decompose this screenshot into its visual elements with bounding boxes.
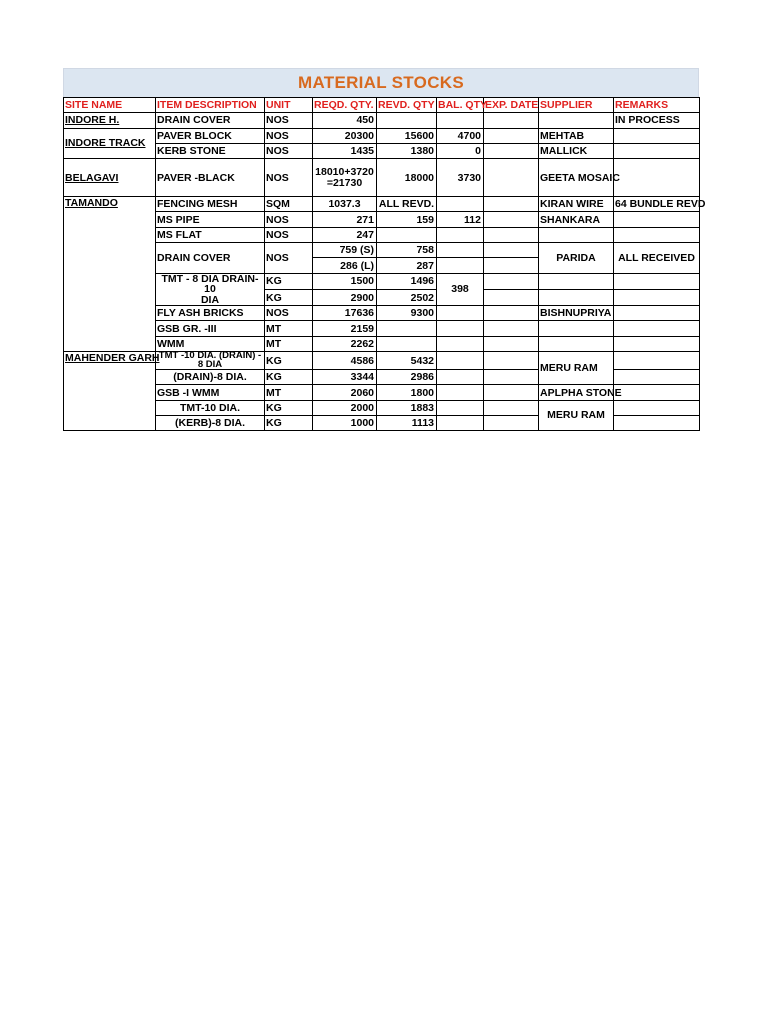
unit-cell: MT xyxy=(265,321,313,336)
unit-cell: NOS xyxy=(265,306,313,321)
table-row xyxy=(64,306,700,321)
site-name: TAMANDO xyxy=(64,197,156,352)
reqd-cell: 17636 xyxy=(313,306,377,321)
revd-cell: 758 xyxy=(377,243,437,258)
item-cell: GSB GR. -III xyxy=(156,321,265,336)
exp-cell xyxy=(484,400,539,415)
remarks-cell xyxy=(614,273,700,289)
unit-cell: NOS xyxy=(265,143,313,158)
bal-cell xyxy=(437,415,484,430)
sheet-title: MATERIAL STOCKS xyxy=(63,68,699,97)
unit-cell: MT xyxy=(265,336,313,351)
exp-cell xyxy=(484,336,539,351)
header-revd: REVD. QTY xyxy=(378,99,435,112)
supplier-cell xyxy=(539,289,614,305)
item-line: DIA xyxy=(200,293,220,306)
revd-cell xyxy=(377,321,437,336)
unit-cell: KG xyxy=(265,289,313,305)
revd-cell: 2502 xyxy=(377,289,437,305)
table-row xyxy=(64,113,700,128)
exp-cell xyxy=(484,227,539,242)
unit-cell: SQM xyxy=(265,197,313,212)
table-row xyxy=(64,128,700,143)
item-cell: MS PIPE xyxy=(156,212,265,227)
reqd-cell: 2000 xyxy=(313,400,377,415)
table-row xyxy=(64,227,700,242)
exp-cell xyxy=(484,385,539,400)
remarks-cell xyxy=(614,321,700,336)
reqd-cell: 4586 xyxy=(313,352,377,370)
supplier-cell: PARIDA xyxy=(539,243,614,274)
site-name: INDORE H. xyxy=(64,113,156,128)
item-cell: PAVER -BLACK xyxy=(156,159,265,197)
supplier-cell: MEHTAB xyxy=(539,128,614,143)
table-row xyxy=(64,385,700,400)
revd-cell: ALL REVD. xyxy=(377,197,437,212)
item-cell: PAVER BLOCK xyxy=(156,128,265,143)
item-cell: WMM xyxy=(156,336,265,351)
supplier-cell: GEETA MOSAIC xyxy=(539,159,614,197)
supplier-cell: MERU RAM xyxy=(539,352,614,385)
table-row xyxy=(64,197,700,212)
revd-cell: 287 xyxy=(377,258,437,273)
revd-cell: 1113 xyxy=(377,415,437,430)
header-site: SITE NAME xyxy=(64,98,156,113)
item-cell: (DRAIN)-8 DIA. xyxy=(156,370,265,385)
bal-cell xyxy=(437,400,484,415)
bal-cell xyxy=(437,370,484,385)
revd-cell: 18000 xyxy=(377,159,437,197)
exp-cell xyxy=(484,258,539,273)
item-line: TMT -10 DIA. (DRAIN) - xyxy=(158,350,262,362)
supplier-cell: APLPHA STONE xyxy=(540,386,622,399)
site-name: BELAGAVI xyxy=(64,159,156,197)
table-row xyxy=(64,143,700,158)
supplier-cell: MERU RAM xyxy=(539,400,614,431)
stock-table xyxy=(63,97,706,431)
supplier-cell: SHANKARA xyxy=(539,212,614,227)
reqd-cell: 2060 xyxy=(313,385,377,400)
header-bal: BAL. QTY xyxy=(438,99,487,112)
revd-cell: 159 xyxy=(377,212,437,227)
exp-cell xyxy=(484,415,539,430)
bal-cell: 112 xyxy=(437,212,484,227)
exp-cell xyxy=(484,352,539,370)
table-row xyxy=(64,159,700,197)
item-cell: KERB STONE xyxy=(156,143,265,158)
exp-cell xyxy=(484,197,539,212)
remarks-cell xyxy=(614,306,700,321)
unit-cell: KG xyxy=(265,273,313,289)
unit-cell: NOS xyxy=(265,113,313,128)
reqd-cell: 759 (S) xyxy=(313,243,377,258)
table-row xyxy=(64,273,700,289)
reqd-cell: 286 (L) xyxy=(313,258,377,273)
supplier-cell xyxy=(539,273,614,289)
reqd-cell: 271 xyxy=(313,212,377,227)
revd-cell: 2986 xyxy=(377,370,437,385)
header-row xyxy=(64,98,700,113)
item-cell: DRAIN COVER xyxy=(156,243,265,274)
bal-cell xyxy=(437,243,484,258)
bal-cell xyxy=(437,336,484,351)
table-row xyxy=(64,212,700,227)
unit-cell: MT xyxy=(265,385,313,400)
reqd-cell: 2900 xyxy=(313,289,377,305)
unit-cell: NOS xyxy=(265,128,313,143)
revd-cell: 5432 xyxy=(377,352,437,370)
item-cell: FLY ASH BRICKS xyxy=(156,306,265,321)
exp-cell xyxy=(484,273,539,289)
remarks-cell: IN PROCESS xyxy=(614,113,700,128)
item-cell xyxy=(156,273,265,306)
revd-cell xyxy=(377,336,437,351)
remarks-cell xyxy=(614,336,700,351)
item-cell: DRAIN COVER xyxy=(156,113,265,128)
table-row xyxy=(64,243,700,258)
bal-cell xyxy=(437,113,484,128)
bal-cell xyxy=(437,352,484,370)
supplier-cell: MALLICK xyxy=(539,143,614,158)
table-row xyxy=(64,321,700,336)
exp-cell xyxy=(484,243,539,258)
unit-cell: KG xyxy=(265,415,313,430)
item-cell: TMT-10 DIA. xyxy=(156,400,265,415)
revd-cell: 9300 xyxy=(377,306,437,321)
reqd-cell: 2262 xyxy=(313,336,377,351)
remarks-cell xyxy=(614,352,700,370)
reqd-cell: 3344 xyxy=(313,370,377,385)
exp-cell xyxy=(484,370,539,385)
reqd-cell: 2159 xyxy=(313,321,377,336)
supplier-cell xyxy=(539,321,614,336)
supplier-cell xyxy=(539,227,614,242)
bal-cell: 4700 xyxy=(437,128,484,143)
revd-cell: 1883 xyxy=(377,400,437,415)
header-reqd: REQD. QTY. xyxy=(313,98,377,113)
unit-cell: KG xyxy=(265,352,313,370)
remarks-cell: ALL RECEIVED xyxy=(614,243,700,274)
exp-cell xyxy=(484,212,539,227)
header-supplier: SUPPLIER xyxy=(539,98,614,113)
item-line: TMT - 8 DIA DRAIN- 10 xyxy=(161,272,259,296)
bal-cell: 398 xyxy=(437,273,484,306)
remarks-cell xyxy=(614,212,700,227)
reqd-cell: 20300 xyxy=(313,128,377,143)
bal-cell xyxy=(437,321,484,336)
remarks-cell xyxy=(614,143,700,158)
reqd-cell: 450 xyxy=(313,113,377,128)
header-item: ITEM DESCRIPTION xyxy=(156,98,265,113)
revd-cell: 15600 xyxy=(377,128,437,143)
bal-cell: 0 xyxy=(437,143,484,158)
reqd-cell: 247 xyxy=(313,227,377,242)
item-cell xyxy=(156,352,265,370)
reqd-cell: 1435 xyxy=(313,143,377,158)
remarks-cell xyxy=(614,128,700,143)
material-stocks-sheet xyxy=(63,68,706,431)
bal-cell xyxy=(437,258,484,273)
header-exp: EXP. DATE xyxy=(485,99,539,112)
unit-cell: NOS xyxy=(265,227,313,242)
bal-cell xyxy=(437,197,484,212)
bal-cell xyxy=(437,227,484,242)
remarks-cell xyxy=(614,370,700,385)
remarks-cell xyxy=(614,227,700,242)
exp-cell xyxy=(484,321,539,336)
reqd-cell xyxy=(313,159,377,197)
exp-cell xyxy=(484,289,539,305)
item-line: 8 DIA xyxy=(197,358,223,370)
bal-cell xyxy=(437,306,484,321)
reqd-cell: 1500 xyxy=(313,273,377,289)
remarks-cell xyxy=(614,415,700,430)
remarks-cell xyxy=(614,385,700,400)
site-name: INDORE TRACK xyxy=(64,128,156,159)
revd-cell: 1800 xyxy=(377,385,437,400)
supplier-cell xyxy=(539,113,614,128)
supplier-cell: BISHNUPRIYA xyxy=(539,306,614,321)
reqd-cell: 1000 xyxy=(313,415,377,430)
bal-cell xyxy=(437,385,484,400)
unit-cell: KG xyxy=(265,400,313,415)
unit-cell: KG xyxy=(265,370,313,385)
item-cell: MS FLAT xyxy=(156,227,265,242)
remarks-cell xyxy=(614,159,700,197)
revd-cell xyxy=(377,113,437,128)
exp-cell xyxy=(484,113,539,128)
site-name: MAHENDER GARH xyxy=(64,352,156,431)
revd-cell xyxy=(377,227,437,242)
unit-cell: NOS xyxy=(265,243,313,274)
revd-cell: 1496 xyxy=(377,273,437,289)
header-unit: UNIT xyxy=(265,98,313,113)
header-remarks: REMARKS xyxy=(614,98,700,113)
unit-cell: NOS xyxy=(265,212,313,227)
bal-cell: 3730 xyxy=(437,159,484,197)
exp-cell xyxy=(484,143,539,158)
remarks-cell: 64 BUNDLE REVD xyxy=(615,198,706,211)
table-row xyxy=(64,352,700,370)
exp-cell xyxy=(484,128,539,143)
supplier-cell: KIRAN WIRE xyxy=(539,197,614,212)
table-row xyxy=(64,400,700,415)
remarks-cell xyxy=(614,289,700,305)
item-cell: FENCING MESH xyxy=(156,197,265,212)
reqd-line: =21730 xyxy=(326,176,363,189)
item-cell: (KERB)-8 DIA. xyxy=(156,415,265,430)
supplier-cell xyxy=(539,336,614,351)
exp-cell xyxy=(484,306,539,321)
reqd-line: 18010+3720 xyxy=(315,166,374,179)
exp-cell xyxy=(484,159,539,197)
remarks-cell xyxy=(614,400,700,415)
unit-cell: NOS xyxy=(265,159,313,197)
revd-cell: 1380 xyxy=(377,143,437,158)
reqd-cell: 1037.3 xyxy=(313,197,377,212)
item-cell: GSB -I WMM xyxy=(156,385,265,400)
